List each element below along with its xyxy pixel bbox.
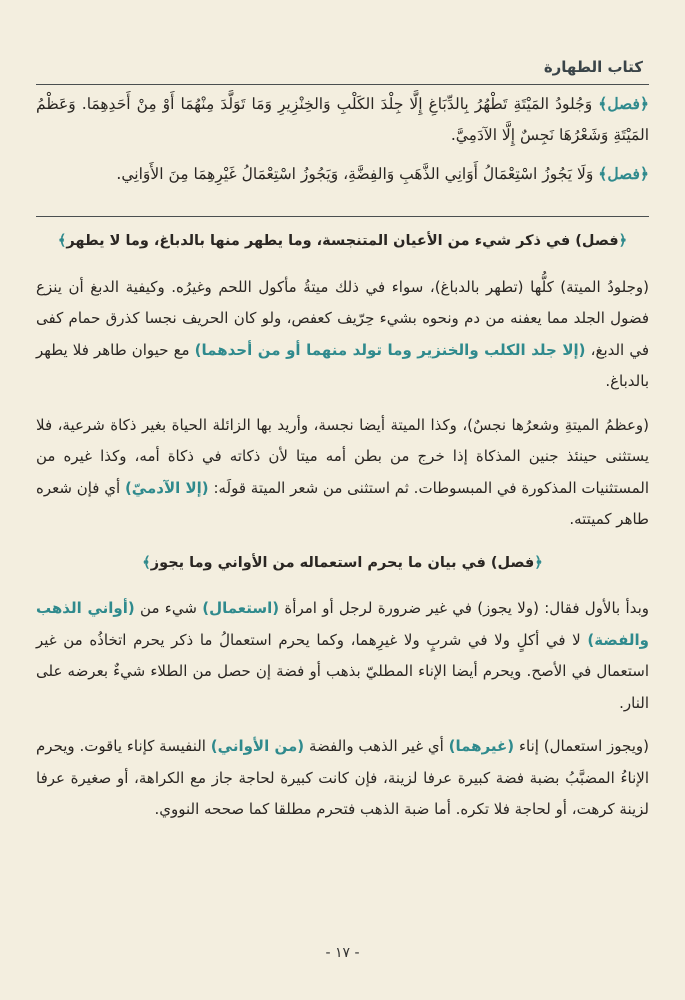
ornamental-bracket: ﴾ [142,554,151,571]
highlighted-text: (إلا جلد الكلب والخنزير وما تولد منهما أو من أحدهما) [194,340,586,359]
highlighted-text: ﴿فصل﴾ [598,94,649,113]
text-run: وَجُلودُ المَيْتَةِ تَطْهُرُ بِالدِّبَاغِ إِلَّا جِلْدَ الكَلْبِ وَالخِنْزِيرِ وَمَا تَوَلَّدَ مِنْهُمَا أَوْ مِنْ أَحَدِهِمَا. وَعَظْمُ المَيْتَةِ وَشَعْرُهَا نَجِسٌ إِلَّا الآدَمِيَّ. [36,95,649,144]
matn-text-block [36,88,649,197]
commentary-paragraph [36,272,649,398]
commentary-paragraph [36,593,649,719]
text-run: مع حيوان طاهر فلا يطهر بالدباغ. [36,340,649,390]
section-heading [36,548,649,580]
highlighted-text: (أواني الذهب والفضة) [36,599,649,649]
header-rule [36,84,649,85]
commentary-text-block [36,226,649,838]
section-heading [36,226,649,258]
ornamental-bracket: ﴿ [534,554,543,571]
text-run: وَلَا يَجُوزُ اسْتِعْمَالُ أَوَانِي الذَّهَبِ وَالفِضَّةِ، وَيَجُوزُ اسْتِعْمَالُ غَيْرِهِمَا مِنَ الأَوَانِي. [116,165,599,183]
matn-paragraph [36,88,649,151]
text-run: فصل) في بيان ما يحرم استعماله من الأواني وما يجوز [150,554,535,571]
text-run: النفيسة كإناء ياقوت. ويحرم الإناءُ المضبَّبُ بضبة فضة كبيرة عرفا لزينة، فإن كانت كبيرة لحاجة جاز مع الكراهة، أو صغيرة عرفا لزينة كرهت، أو لحاجة فلا تكره. أما ضبة الذهب فتحرم مطلقا كما صححه النووي. [36,737,649,818]
highlighted-text: (استعمال) [202,599,280,617]
text-run: شيء من [134,599,203,617]
text-run: أي غير الذهب والفضة [304,737,449,755]
text-run: لا في أكلٍ ولا في شربٍ ولا غيرِهما، وكما يحرم استعمالُ ما ذكر يحرم اتخاذُه من غير استعمال في الأصح. ويحرم أيضا الإناء المطليّ بذهب أو فضة إن حصل من الطلاء شيءٌ بعرضه على النار. [36,630,649,712]
ornamental-bracket: ﴿ [618,233,628,249]
highlighted-text: (إلا الآدميّ) [124,478,209,497]
page-number: - ١٧ - [325,945,360,961]
text-run: (ويجوز استعمال) إناء [514,737,649,755]
highlighted-text: ﴿فصل﴾ [598,164,649,183]
highlighted-text: (غيرهما) [448,737,515,755]
text-run: فصل) في ذكر شيء من الأعيان المتنجسة، وما يطهر منها بالدباغ، وما لا يطهر [66,233,619,249]
highlighted-text: (من الأواني) [210,737,305,755]
text-run: وبدأ بالأول فقال: (ولا يجوز) في غير ضرورة لرجل أو امرأة [279,599,649,617]
commentary-paragraph [36,731,649,826]
text-run: أي فإن شعره طاهر كميتته. [36,478,649,528]
matn-paragraph [36,158,649,190]
ornamental-bracket: ﴾ [57,233,67,249]
text-run: (وعظمُ الميتةِ وشعرُها نجسٌ)، وكذا الميتة أيضا نجسة، وأريد بها الزائلة الحياة بغير ذكاة شرعية، فلا يستثنى حينئذ جنين المذكاة إذا خرج من بطن أمه ميتا لأن ذكاته في ذكاة أمه، وكذا غيره من المستثنيات المذكورة في المبسوطات. ثم استثنى من شعر الميتة قولَه: [36,415,650,497]
running-header: كتاب الطهارة [543,58,643,76]
matn-separator-rule [36,216,649,217]
commentary-paragraph [36,410,649,536]
text-run: (وجلودُ الميتة) كلُّها (تطهر بالدباغ)، سواء في ذلك ميتةُ مأكول اللحم وغيرُه. وكيفية الدبغ أن ينزع فضول الجلد مما يعفنه من دم ونحوه بشيء حِرّيف كعفص، ولو كان الحريف نجسا كذرق حمام كفى في الدبغ، [36,277,649,359]
